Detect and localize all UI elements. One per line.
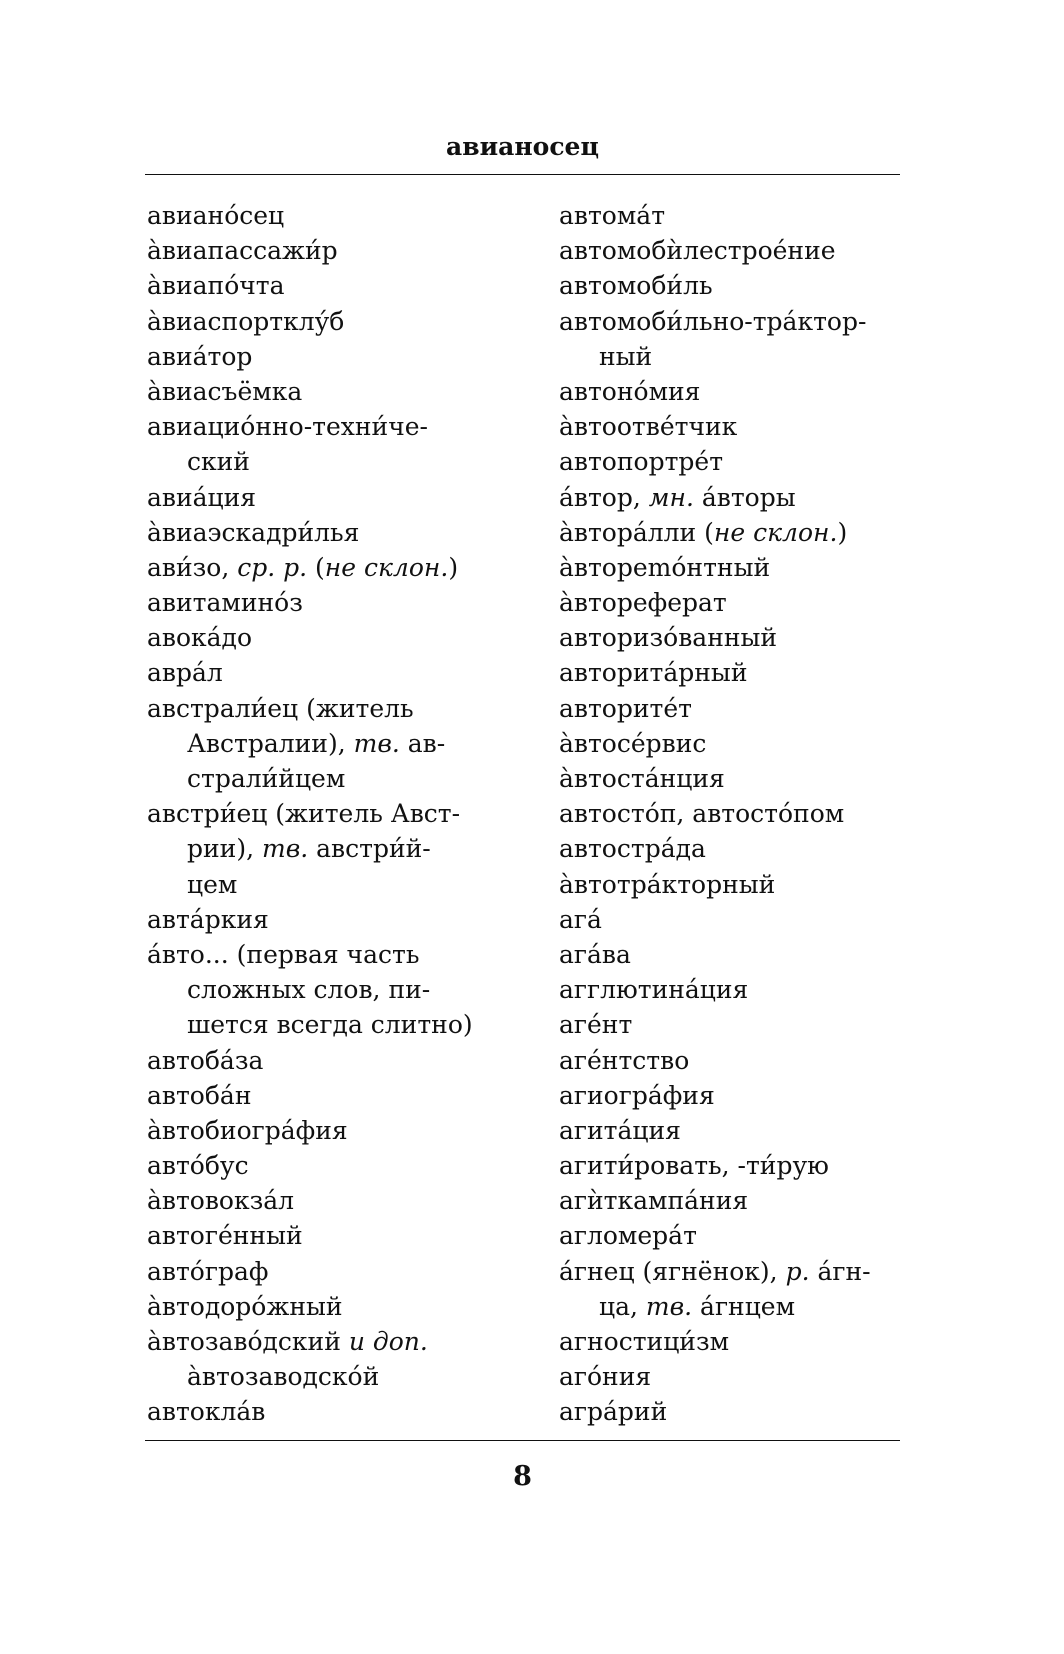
- dictionary-entry: [559, 1324, 904, 1359]
- dictionary-entry: [559, 515, 904, 550]
- entry-text: а̀виаэскадри́лья: [147, 517, 360, 547]
- entry-text: автомобѝлестрое́ние: [559, 236, 836, 266]
- dictionary-entry: [559, 796, 904, 831]
- dictionary-entry: [559, 198, 904, 233]
- entry-text: а́гн-: [809, 1256, 871, 1286]
- entry-text: агглютина́ция: [559, 975, 749, 1005]
- dictionary-entry: [559, 691, 904, 726]
- entry-text: агностици́зм: [559, 1327, 730, 1356]
- entry-text: а́гнцем: [692, 1291, 796, 1321]
- entry-continuation-line: [147, 444, 527, 479]
- header-rule: [145, 174, 900, 175]
- entry-text: агра́рий: [559, 1397, 668, 1427]
- grammar-note: тв.: [353, 728, 400, 758]
- dictionary-entry: [147, 937, 527, 972]
- grammar-note: не склон.: [713, 517, 838, 547]
- entry-text: агиогра́фия: [559, 1080, 715, 1110]
- dictionary-entry: [147, 515, 527, 550]
- dictionary-entry: [147, 198, 527, 233]
- dictionary-entry: [559, 1183, 904, 1218]
- dictionary-entry: [147, 233, 527, 268]
- dictionary-entry: [559, 1218, 904, 1253]
- entry-text: агломера́т: [559, 1221, 697, 1251]
- dictionary-entry: [147, 1183, 527, 1218]
- entry-text: авторите́т: [559, 693, 692, 723]
- entry-text: а́гнец (ягнёнок),: [559, 1256, 786, 1286]
- left-column: [147, 198, 527, 1430]
- dictionary-entry: [559, 480, 904, 515]
- entry-text: а̀втореферат: [559, 588, 727, 618]
- entry-text: автоба́н: [147, 1080, 252, 1110]
- dictionary-entry: [559, 1394, 904, 1429]
- dictionary-entry: [147, 1254, 527, 1289]
- entry-text: авторизо́ванный: [559, 623, 778, 653]
- dictionary-entry: [147, 409, 527, 444]
- dictionary-entry: [147, 1043, 527, 1078]
- dictionary-entry: [559, 1254, 904, 1289]
- dictionary-entry: [559, 937, 904, 972]
- entry-text: а̀втодоро́жный: [147, 1291, 343, 1321]
- entry-text: автокла́в: [147, 1397, 266, 1427]
- entry-text: а̀виапо́чта: [147, 271, 285, 301]
- entry-text: австри́й-: [308, 834, 431, 864]
- entry-text: автома́т: [559, 201, 666, 230]
- entry-text: агита́ция: [559, 1115, 681, 1145]
- entry-text: авиа́тор: [147, 341, 253, 371]
- dictionary-entry: [147, 1218, 527, 1253]
- entry-text: ): [837, 517, 848, 547]
- entry-text: автоге́нный: [147, 1221, 303, 1251]
- dictionary-entry: [147, 550, 527, 585]
- entry-text: автоно́мия: [559, 376, 701, 406]
- dictionary-entry: [559, 1148, 904, 1183]
- entry-text: а̀втоотве́тчик: [559, 412, 738, 442]
- entry-text: авра́л: [147, 658, 223, 688]
- entry-text: авто́бус: [147, 1151, 249, 1181]
- entry-text: цем: [187, 869, 238, 899]
- dictionary-entry: [559, 550, 904, 585]
- entry-text: страли́йцем: [187, 764, 346, 793]
- dictionary-entry: [147, 268, 527, 303]
- dictionary-entry: [559, 972, 904, 1007]
- dictionary-entry: [559, 1007, 904, 1042]
- dictionary-entry: [559, 1359, 904, 1394]
- entry-text: аге́нт: [559, 1010, 633, 1040]
- dictionary-entry: [559, 374, 904, 409]
- page-number: 8: [513, 1461, 532, 1492]
- dictionary-entry: [147, 1078, 527, 1113]
- dictionary-entry: [559, 1043, 904, 1078]
- entry-text: ави́зо,: [147, 552, 238, 582]
- dictionary-entry: [559, 1113, 904, 1148]
- entry-text: авиано́сец: [147, 201, 285, 230]
- entry-text: а̀втозаво́дский: [147, 1327, 349, 1356]
- grammar-note: не склон.: [324, 552, 449, 582]
- entry-text: авторита́рный: [559, 658, 748, 688]
- grammar-note: мн.: [648, 482, 694, 512]
- dictionary-entry: [147, 1324, 527, 1359]
- entry-text: Австралии),: [187, 728, 354, 758]
- entry-text: а̀виаспортклу́б: [147, 306, 345, 336]
- entry-continuation-line: [147, 1007, 527, 1042]
- dictionary-entry: [559, 1078, 904, 1113]
- entry-text: ): [448, 552, 459, 582]
- entry-text: агѝткампа́ния: [559, 1186, 749, 1216]
- entry-text: а̀виасъёмка: [147, 376, 303, 406]
- dictionary-entry: [559, 831, 904, 866]
- entry-continuation-line: [559, 1289, 904, 1324]
- entry-continuation-line: [559, 339, 904, 374]
- dictionary-entry: [559, 867, 904, 902]
- entry-text: а̀втотра́кторный: [559, 869, 776, 899]
- entry-text: авиа́ция: [147, 482, 257, 512]
- dictionary-entry: [147, 374, 527, 409]
- entry-text: а̀втореmо́нтный: [559, 552, 771, 582]
- entry-text: автостра́да: [559, 834, 706, 864]
- dictionary-entry: [147, 620, 527, 655]
- entry-continuation-line: [147, 761, 527, 796]
- dictionary-entry: [147, 655, 527, 690]
- entry-text: а́вторы: [693, 482, 796, 512]
- entry-text: автоба́за: [147, 1045, 264, 1075]
- dictionary-entry: [559, 233, 904, 268]
- entry-continuation-line: [147, 831, 527, 866]
- entry-text: а̀втовокза́л: [147, 1186, 295, 1216]
- entry-text: а̀втозаводско́й: [187, 1362, 380, 1392]
- entry-text: сложных слов, пи-: [187, 975, 431, 1005]
- entry-text: аго́ния: [559, 1362, 652, 1392]
- dictionary-entry: [559, 585, 904, 620]
- dictionary-entry: [147, 1289, 527, 1324]
- entry-text: ца,: [599, 1291, 646, 1321]
- entry-text: авитамино́з: [147, 588, 303, 618]
- dictionary-entry: [147, 304, 527, 339]
- dictionary-entry: [147, 796, 527, 831]
- entry-text: автопортре́т: [559, 447, 724, 477]
- entry-text: а́втор,: [559, 482, 649, 512]
- entry-text: шется всегда слитно): [187, 1010, 473, 1040]
- entry-text: а̀втора́лли (: [559, 517, 714, 547]
- grammar-note: р.: [785, 1256, 810, 1286]
- entry-text: а̀втоста́нция: [559, 764, 725, 793]
- entry-text: агити́ровать, -ти́рую: [559, 1151, 829, 1181]
- dictionary-entry: [147, 1113, 527, 1148]
- footer-rule: [145, 1440, 900, 1441]
- entry-text: автомоби́ль: [559, 271, 713, 301]
- dictionary-entry: [559, 655, 904, 690]
- right-column: [559, 198, 904, 1430]
- entry-text: а̀втобиогра́фия: [147, 1115, 348, 1145]
- entry-continuation-line: [147, 972, 527, 1007]
- entry-text: авта́ркия: [147, 904, 269, 934]
- grammar-note: тв.: [261, 834, 309, 864]
- entry-text: ага́: [559, 904, 602, 934]
- entry-text: а̀втосе́рвис: [559, 728, 707, 758]
- entry-text: ский: [187, 447, 250, 477]
- dictionary-entry: [559, 902, 904, 937]
- dictionary-entry: [559, 620, 904, 655]
- running-head: авианосец: [446, 132, 599, 161]
- grammar-note: ср. р.: [237, 552, 308, 582]
- entry-text: ав-: [399, 728, 446, 758]
- entry-text: австрали́ец (житель: [147, 693, 414, 723]
- dictionary-entry: [147, 1394, 527, 1429]
- entry-continuation-line: [147, 726, 527, 761]
- dictionary-entry: [559, 268, 904, 303]
- dictionary-entry: [559, 444, 904, 479]
- dictionary-entry: [559, 726, 904, 761]
- dictionary-entry: [147, 902, 527, 937]
- entry-text: автомоби́льно-тра́ктор-: [559, 306, 867, 336]
- entry-continuation-line: [147, 867, 527, 902]
- entry-text: ный: [599, 341, 653, 371]
- entry-text: австри́ец (житель Авст-: [147, 799, 461, 829]
- entry-text: а́вто... (первая часть: [147, 939, 420, 969]
- dictionary-entry: [559, 409, 904, 444]
- dictionary-entry: [559, 761, 904, 796]
- dictionary-entry: [147, 1148, 527, 1183]
- entry-text: авто́граф: [147, 1256, 269, 1286]
- entry-text: автосто́п, автосто́пом: [559, 799, 845, 829]
- entry-text: (: [307, 552, 325, 582]
- entry-continuation-line: [147, 1359, 527, 1394]
- dictionary-entry: [147, 691, 527, 726]
- grammar-note: и доп.: [348, 1327, 428, 1356]
- grammar-note: тв.: [645, 1291, 693, 1321]
- entry-text: рии),: [187, 834, 262, 864]
- entry-text: а̀виапассажи́р: [147, 236, 338, 266]
- dictionary-entry: [147, 585, 527, 620]
- entry-text: авока́до: [147, 623, 253, 653]
- entry-text: авиацио́нно-техни́че-: [147, 412, 428, 442]
- entry-text: аге́нтство: [559, 1045, 690, 1075]
- dictionary-entry: [559, 304, 904, 339]
- entry-text: ага́ва: [559, 939, 631, 969]
- dictionary-entry: [147, 339, 527, 374]
- dictionary-entry: [147, 480, 527, 515]
